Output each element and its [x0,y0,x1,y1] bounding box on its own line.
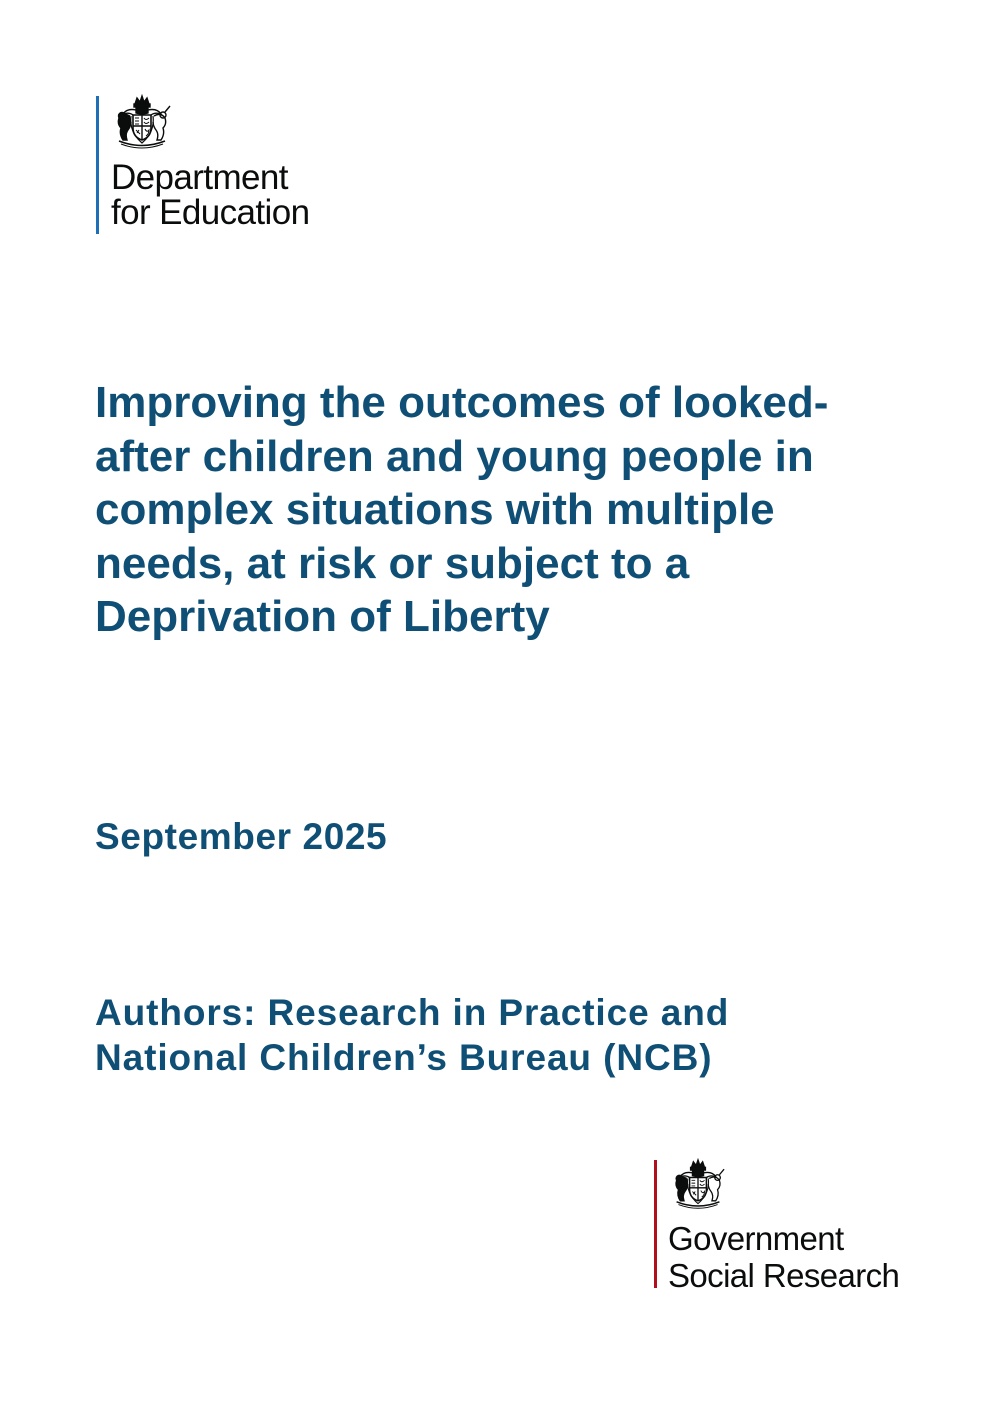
report-title [95,376,915,644]
gsr-logo-rule [654,1160,657,1288]
gsr-logo [654,1158,954,1293]
publication-date: September 2025 [95,816,388,857]
report-title-line: complex situations with multiple [95,485,775,534]
gsr-wordmark-line1: Government [668,1220,844,1257]
authors-line: Authors: Research in Practice and [95,992,730,1033]
gsr-wordmark-line2: Social Research [668,1257,900,1294]
gsr-wordmark [668,1220,899,1294]
report-title-line: Improving the outcomes of looked- [95,378,829,427]
report-title-line: after children and young people in [95,431,814,481]
dfe-wordmark [111,160,309,230]
report-title-line: Deprivation of Liberty [95,592,550,641]
royal-coat-of-arms-icon [667,1158,729,1212]
dfe-wordmark-line1: Department [111,158,288,197]
dfe-wordmark-line2: for Education [111,193,310,232]
report-title-line: needs, at risk or subject to a [95,538,690,588]
authors-line: National Children’s Bureau (NCB) [95,1037,713,1078]
authors [95,990,935,1080]
dfe-logo-rule [96,96,99,234]
royal-coat-of-arms-icon [109,94,175,152]
dfe-logo [96,94,356,234]
